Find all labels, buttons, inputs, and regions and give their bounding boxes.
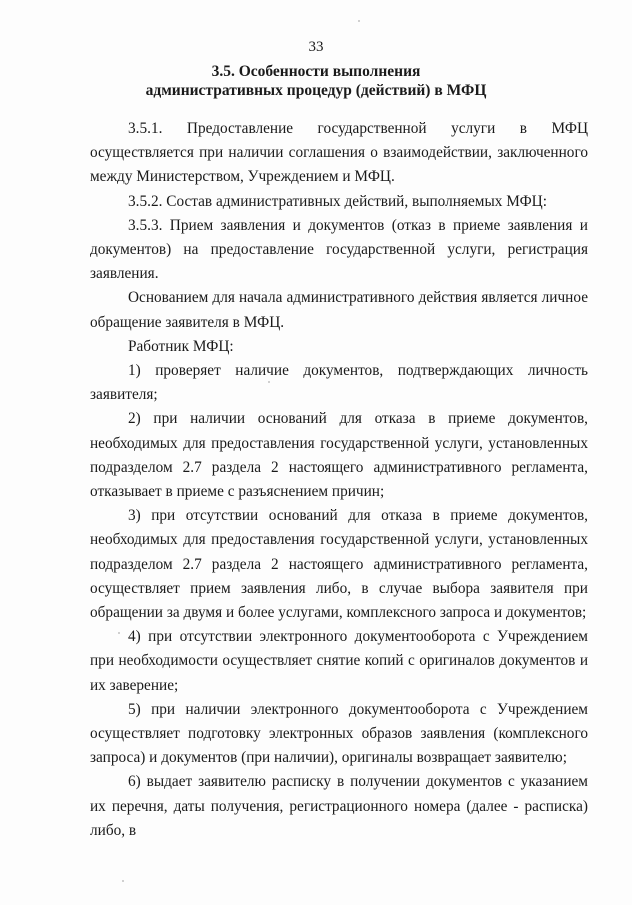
list-item-paragraph: 4) при отсутствии электронного документооборота с Учреждением при необходимости осуществляет снятие копий с оригиналов документов и их заверение;	[90, 628, 588, 694]
section-heading-line-2: административных процедур (действий) в МФЦ	[145, 82, 487, 99]
scan-speck	[118, 632, 120, 634]
section-heading	[0, 62, 632, 100]
section-heading-line-1: 3.5. Особенности выполнения	[211, 63, 421, 80]
paragraph: 3.5.2. Состав административных действий, выполняемых МФЦ:	[128, 192, 547, 210]
scan-speck	[358, 20, 360, 22]
paragraph: Основанием для начала административного действия является личное обращение заявителя в МФЦ.	[90, 289, 588, 331]
list-item-paragraph: 5) при наличии электронного документооборота с Учреждением осуществляет подготовку электронных образов заявления (комплексного запроса) и документов (при наличии), оригиналы возвращает заявителю;	[90, 700, 588, 767]
list-item-paragraph: 3) при отсутствии оснований для отказа в приеме документов, необходимых для предоставления государственной услуги, установленных подразделом 2.7 раздела 2 настоящего административного регламента, осуществляет прием заявления либо, в случае выбора заявителя при обращении за двумя и более услугами, комплексного запроса и документов;	[90, 507, 588, 622]
scan-speck	[268, 381, 270, 383]
list-item-paragraph: 6) выдает заявителю расписку в получении документов с указанием их перечня, даты получения, регистрационного номера (далее - расписка) либо, в	[90, 773, 588, 839]
scan-speck	[122, 880, 124, 882]
paragraph: 3.5.3. Прием заявления и документов (отказ в приеме заявления и документов) на предоставление государственной услуги, регистрация заявления.	[90, 216, 588, 283]
list-item-paragraph: 1) проверяет наличие документов, подтверждающих личность заявителя;	[90, 362, 588, 404]
paragraph: 3.5.1. Предоставление государственной услуги в МФЦ осуществляется при наличии соглашения о взаимодействии, заключенного между Министерством, Учреждением и МФЦ.	[90, 120, 588, 186]
document-body	[90, 117, 588, 843]
paragraph: Работник МФЦ:	[128, 337, 234, 355]
list-item-paragraph: 2) при наличии оснований для отказа в приеме документов, необходимых для предоставления государственной услуги, установленных подразделом 2.7 раздела 2 настоящего административного регламента, отказывает в приеме с разъяснением причин;	[90, 410, 588, 501]
page-number: 33	[308, 39, 324, 55]
